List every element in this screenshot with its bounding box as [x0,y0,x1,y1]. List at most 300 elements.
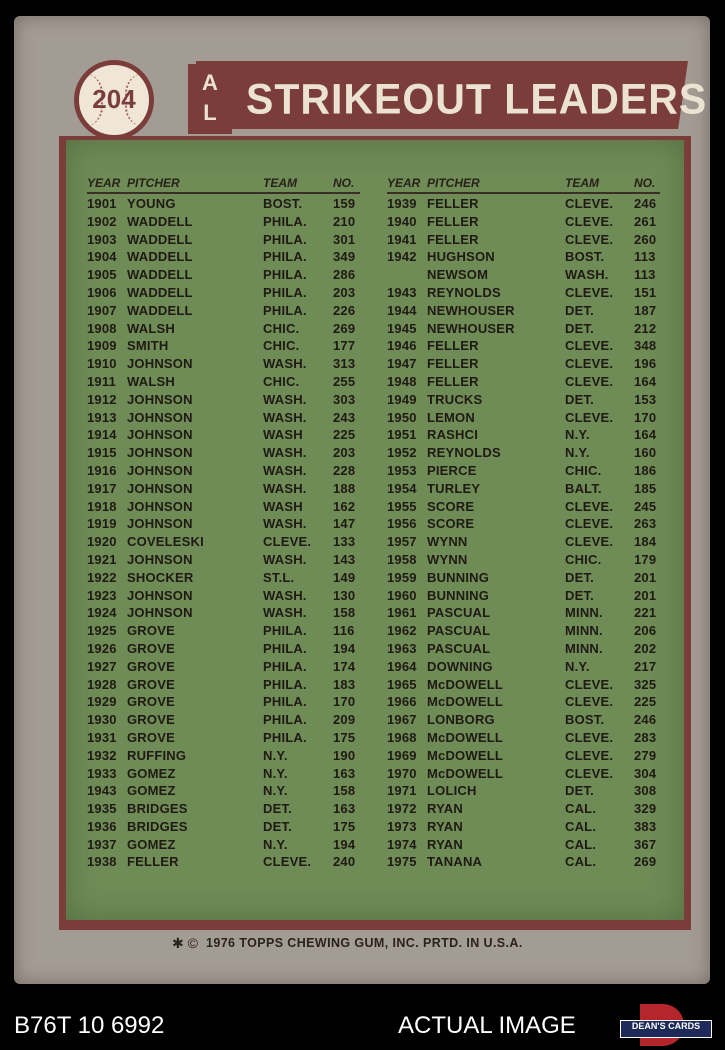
cell-year: 1965 [387,676,417,692]
cell-team: DET. [565,783,594,799]
cell-pitcher: JOHNSON [127,551,193,567]
cell-year: 1972 [387,801,417,817]
cell-pitcher: FELLER [427,213,479,229]
cell-pitcher: TANANA [427,854,483,870]
cell-no: 255 [333,373,356,389]
cell-no: 209 [333,712,356,728]
cell-year: 1938 [87,854,117,870]
cell-no: 303 [333,391,356,407]
cell-team: CLEVE. [565,356,614,372]
header-no: NO. [634,176,656,190]
table-row [387,746,660,764]
cell-team: PHILA. [263,694,307,710]
cell-pitcher: GROVE [127,658,175,674]
cell-year: 1967 [387,712,417,728]
right-header [387,174,660,194]
cell-team: WASH. [263,480,307,496]
cell-year: 1905 [87,267,117,283]
cell-team: MINN. [565,605,603,621]
cell-team: WASH [263,427,303,443]
cell-pitcher: HUGHSON [427,249,495,265]
cell-pitcher: NEWHOUSER [427,302,515,318]
cell-year: 1940 [387,213,417,229]
table-row [87,710,360,728]
table-row [387,621,660,639]
table-row [87,265,360,283]
table-row [87,675,360,693]
table-row [387,265,660,283]
cell-no: 153 [634,391,657,407]
cell-team: WASH. [263,462,307,478]
cell-year: 1924 [87,605,117,621]
cell-no: 308 [634,783,657,799]
cell-pitcher: GROVE [127,729,175,745]
cell-no: 383 [634,818,657,834]
header-year: YEAR [387,176,421,190]
cell-no: 149 [333,569,356,585]
cell-no: 202 [634,640,657,656]
cell-year: 1943 [87,783,117,799]
cell-no: 203 [333,445,356,461]
cell-year: 1918 [87,498,117,514]
cell-pitcher: WADDELL [127,302,193,318]
cell-year: 1944 [387,302,417,318]
cell-no: 201 [634,569,657,585]
header-pitcher: PITCHER [127,176,180,190]
cell-no: 159 [333,196,356,211]
cell-team: PHILA. [263,640,307,656]
cell-team: BALT. [565,480,602,496]
cell-team: CLEVE. [565,284,614,300]
cell-year: 1974 [387,836,417,852]
cell-year: 1914 [87,427,117,443]
cell-team: CLEVE. [263,854,312,870]
table-row [387,212,660,230]
cell-no: 147 [333,516,356,532]
table-row [87,781,360,799]
cell-year: 1935 [87,801,117,817]
cell-year: 1927 [87,658,117,674]
cell-no: 113 [634,249,656,265]
table-row [387,710,660,728]
cell-pitcher: WADDELL [127,231,193,247]
cell-year: 1966 [387,694,417,710]
cell-pitcher: WALSH [127,320,175,336]
cell-no: 184 [634,534,657,550]
cell-year: 1958 [387,551,417,567]
cell-pitcher: FELLER [427,231,479,247]
table-row [87,764,360,782]
cell-no: 261 [634,213,657,229]
cell-pitcher: FELLER [427,373,479,389]
cell-no: 246 [634,712,657,728]
table-row [87,657,360,675]
cell-no: 304 [634,765,657,781]
cell-team: PHILA. [263,712,307,728]
cell-pitcher: BRIDGES [127,801,188,817]
cell-year: 1963 [387,640,417,656]
cell-pitcher: WALSH [127,373,175,389]
table-row [387,657,660,675]
cell-team: DET. [565,320,594,336]
cell-team: PHILA. [263,267,307,283]
cell-year: 1936 [87,818,117,834]
cell-no: 225 [333,427,356,443]
cell-pitcher: FELLER [427,196,479,211]
cell-team: BOST. [565,712,605,728]
cell-team: CLEVE. [565,231,614,247]
cell-pitcher: GROVE [127,640,175,656]
cell-team: BOST. [263,196,303,211]
table-row [87,408,360,426]
cell-team: PHILA. [263,249,307,265]
cell-year: 1921 [87,551,117,567]
table-row [387,835,660,853]
table-row [87,372,360,390]
cell-team: CLEVE. [565,196,614,211]
cell-team: CLEVE. [565,694,614,710]
cell-no: 260 [634,231,657,247]
cell-year: 1920 [87,534,117,550]
cell-team: MINN. [565,640,603,656]
left-column [87,174,360,870]
cell-pitcher: FELLER [127,854,179,870]
cell-no: 175 [333,729,356,745]
cell-year: 1911 [87,373,117,389]
cell-no: 158 [333,783,356,799]
cell-pitcher: JOHNSON [127,409,193,425]
table-row [387,372,660,390]
cell-no: 243 [333,409,356,425]
cell-team: WASH. [565,267,609,283]
table-row [87,746,360,764]
cell-year: 1913 [87,409,117,425]
cell-no: 286 [333,267,356,283]
cell-year: 1922 [87,569,117,585]
header-no: NO. [333,176,355,190]
cell-no: 143 [333,551,356,567]
cell-year: 1973 [387,818,417,834]
cell-no: 116 [333,623,355,639]
cell-pitcher: JOHNSON [127,427,193,443]
cell-team: WASH. [263,605,307,621]
table-row [387,692,660,710]
table-row [387,514,660,532]
cell-team: CLEVE. [565,409,614,425]
cell-no: 245 [634,498,657,514]
table-row [387,443,660,461]
cell-year: 1912 [87,391,117,407]
table-row [387,817,660,835]
cell-no: 179 [634,551,657,567]
cell-pitcher: McDOWELL [427,676,503,692]
cell-team: DET. [565,587,594,603]
cell-year: 1962 [387,623,417,639]
cell-pitcher: SHOCKER [127,569,194,585]
cell-no: 151 [634,284,657,300]
cell-pitcher: JOHNSON [127,356,193,372]
cell-no: 283 [634,729,657,745]
cell-year: 1933 [87,765,117,781]
cell-no: 201 [634,587,657,603]
cell-pitcher: JOHNSON [127,445,193,461]
cell-year: 1915 [87,445,117,461]
cell-team: CLEVE. [565,213,614,229]
table-row [87,230,360,248]
table-row [387,532,660,550]
table-row [87,336,360,354]
cell-pitcher: BUNNING [427,569,490,585]
cell-pitcher: FELLER [427,356,479,372]
card-title: STRIKEOUT LEADERS [246,74,708,124]
cell-no: 185 [634,480,657,496]
cell-pitcher: FELLER [427,338,479,354]
league-letter-a: A [202,70,218,95]
cell-team: PHILA. [263,284,307,300]
cell-team: MINN. [565,623,603,639]
cell-pitcher: WADDELL [127,249,193,265]
table-row [387,408,660,426]
cell-no: 348 [634,338,657,354]
cell-year: 1943 [387,284,417,300]
cell-no: 349 [333,249,356,265]
cell-year: 1969 [387,747,417,763]
cell-pitcher: COVELESKI [127,534,204,550]
cell-pitcher: WADDELL [127,284,193,300]
table-row [387,479,660,497]
left-header [87,174,360,194]
cell-year: 1929 [87,694,117,710]
cell-pitcher: GOMEZ [127,836,176,852]
table-row [387,301,660,319]
cell-year: 1923 [87,587,117,603]
cell-team: CAL. [565,836,597,852]
table-row [387,461,660,479]
cell-year: 1949 [387,391,417,407]
cell-year: 1946 [387,338,417,354]
table-row [87,443,360,461]
cell-year: 1959 [387,569,417,585]
cell-pitcher: GOMEZ [127,783,176,799]
cell-no: 186 [634,462,657,478]
cell-pitcher: GROVE [127,623,175,639]
cell-year: 1975 [387,854,417,870]
cell-year: 1902 [87,213,117,229]
table-row [387,194,660,212]
cell-year: 1953 [387,462,417,478]
cell-no: 163 [333,765,356,781]
table-row [387,247,660,265]
table-row [87,479,360,497]
cell-year: 1971 [387,783,417,799]
cell-pitcher: WADDELL [127,213,193,229]
table-row [87,550,360,568]
table-row [87,639,360,657]
cell-team: CAL. [565,801,597,817]
cell-year: 1908 [87,320,117,336]
table-row [87,817,360,835]
cell-year: 1903 [87,231,117,247]
cell-no: 164 [634,373,657,389]
cell-team: PHILA. [263,658,307,674]
left-rows [87,194,360,870]
cell-no: 163 [333,801,356,817]
table-row [87,425,360,443]
cell-pitcher: McDOWELL [427,765,503,781]
copyright-symbol: ✱ © [172,935,198,951]
cell-pitcher: PASCUAL [427,605,491,621]
cell-team: PHILA. [263,302,307,318]
cell-year: 1952 [387,445,417,461]
cell-pitcher: NEWHOUSER [427,320,515,336]
cell-pitcher: TURLEY [427,480,481,496]
cell-pitcher: GROVE [127,694,175,710]
header-year: YEAR [87,176,121,190]
cell-team: DET. [565,391,594,407]
table-row [87,514,360,532]
cell-no: 194 [333,836,356,852]
table-row [387,781,660,799]
cell-year: 1970 [387,765,417,781]
cell-pitcher: BRIDGES [127,818,188,834]
cell-no: 183 [333,676,356,692]
cell-team: N.Y. [263,836,288,852]
table-row [87,728,360,746]
table-row [387,354,660,372]
cell-team: PHILA. [263,213,307,229]
cell-year: 1939 [387,196,417,211]
cell-team: CLEVE. [263,534,312,550]
cell-pitcher: SCORE [427,498,475,514]
cell-team: CLEVE. [565,516,614,532]
cell-team: CLEVE. [565,747,614,763]
cell-team: CLEVE. [565,373,614,389]
cell-pitcher: RYAN [427,836,463,852]
table-row [87,603,360,621]
cell-team: WASH. [263,551,307,567]
table-row [387,336,660,354]
cell-no: 210 [333,213,356,229]
table-row [87,586,360,604]
cell-pitcher: YOUNG [127,196,176,211]
cell-team: BOST. [565,249,605,265]
cell-no: 225 [634,694,657,710]
cell-year: 1917 [87,480,117,496]
cell-year: 1948 [387,373,417,389]
cell-team: WASH. [263,587,307,603]
cell-no: 367 [634,836,657,852]
cell-team: DET. [565,302,594,318]
cell-no: 187 [634,302,657,318]
table-row [387,550,660,568]
cell-no: 279 [634,747,657,763]
cell-pitcher: DOWNING [427,658,493,674]
cell-team: CLEVE. [565,534,614,550]
cell-year: 1930 [87,712,117,728]
cell-pitcher: McDOWELL [427,729,503,745]
table-row [387,390,660,408]
table-row [387,497,660,515]
cell-year: 1942 [387,249,417,265]
league-letter-l: L [203,100,217,125]
cell-pitcher: RYAN [427,801,463,817]
cell-no: 113 [634,267,656,283]
cell-year: 1926 [87,640,117,656]
cell-team: CHIC. [263,320,300,336]
cell-no: 175 [333,818,356,834]
league-badge [188,64,232,134]
table-row [387,799,660,817]
cell-team: WASH [263,498,303,514]
cell-no: 329 [634,801,657,817]
header-team: TEAM [263,176,297,190]
cell-no: 174 [333,658,356,674]
cell-team: CHIC. [565,462,602,478]
table-row [387,639,660,657]
cell-no: 203 [333,284,356,300]
cell-pitcher: BUNNING [427,587,490,603]
cell-pitcher: LONBORG [427,712,495,728]
cell-no: 206 [634,623,657,639]
cell-no: 240 [333,854,356,870]
table-row [87,692,360,710]
cell-team: WASH. [263,445,307,461]
table-row [87,354,360,372]
cell-pitcher: SCORE [427,516,475,532]
cell-pitcher: JOHNSON [127,605,193,621]
cell-team: N.Y. [565,445,590,461]
deans-cards-logo[interactable] [620,1004,710,1046]
cell-team: PHILA. [263,623,307,639]
cell-year: 1950 [387,409,417,425]
cell-no: 194 [333,640,356,656]
cell-year: 1955 [387,498,417,514]
right-rows [387,194,660,870]
cell-team: WASH. [263,516,307,532]
cell-pitcher: RUFFING [127,747,187,763]
cell-team: CHIC. [263,373,300,389]
cell-year: 1901 [87,196,117,211]
cell-no: 170 [634,409,657,425]
cell-year: 1909 [87,338,117,354]
table-row [387,230,660,248]
cell-no: 221 [634,605,657,621]
cell-year: 1964 [387,658,417,674]
actual-image-label: ACTUAL IMAGE [398,1012,576,1039]
cell-no: 217 [634,658,657,674]
cell-year: 1957 [387,534,417,550]
cell-team: WASH. [263,356,307,372]
cell-pitcher: WYNN [427,551,468,567]
table-row [87,461,360,479]
cell-team: CHIC. [565,551,602,567]
right-column [387,174,660,870]
table-row [87,283,360,301]
table-row [387,319,660,337]
logo-text: DEAN'S CARDS [631,1021,701,1031]
table-row [87,568,360,586]
table-row [87,497,360,515]
cell-pitcher: GROVE [127,676,175,692]
cell-no: 325 [634,676,657,692]
table-row [387,425,660,443]
cell-pitcher: WADDELL [127,267,193,283]
table-row [387,603,660,621]
cell-no: 164 [634,427,657,443]
cell-year: 1954 [387,480,417,496]
header-team: TEAM [565,176,599,190]
cert-id: B76T 10 6992 [14,1012,165,1039]
